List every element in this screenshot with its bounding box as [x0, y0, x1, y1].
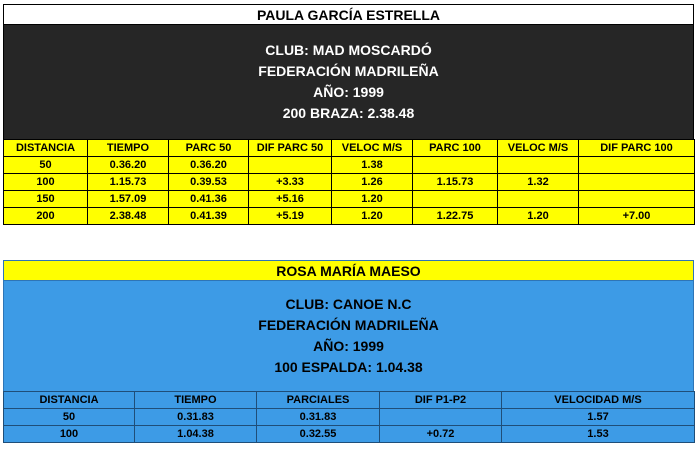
swimmer-card-rosa	[3, 260, 694, 443]
column-header: VELOC M/S	[498, 140, 579, 157]
table-cell: 1.20	[332, 208, 413, 225]
table-row	[4, 174, 695, 191]
table-cell	[380, 409, 502, 426]
table-cell: 0.36.20	[88, 157, 169, 174]
column-header: DIF P1-P2	[380, 392, 502, 409]
column-header: DISTANCIA	[4, 140, 88, 157]
table-cell: 0.31.83	[135, 409, 257, 426]
table-cell: 1.22.75	[413, 208, 498, 225]
federation-label: FEDERACIÓN MADRILEÑA	[258, 317, 439, 333]
club-label: CLUB: MAD MOSCARDÓ	[265, 42, 432, 58]
table-cell: 1.53	[502, 426, 695, 443]
table-cell: 0.39.53	[169, 174, 249, 191]
table-cell: +7.00	[579, 208, 695, 225]
splits-table	[3, 391, 695, 443]
table-cell: 0.41.36	[169, 191, 249, 208]
table-cell: 1.26	[332, 174, 413, 191]
club-label: CLUB: CANOE N.C	[285, 296, 412, 312]
swimmer-info-block	[3, 25, 694, 139]
swimmer-name: ROSA MARÍA MAESO	[3, 260, 694, 281]
table-cell: 1.57.09	[88, 191, 169, 208]
table-cell: +5.19	[249, 208, 332, 225]
table-cell: 0.36.20	[169, 157, 249, 174]
table-cell: +3.33	[249, 174, 332, 191]
table-cell: 100	[4, 174, 88, 191]
column-header: DIF PARC 100	[579, 140, 695, 157]
table-cell	[498, 157, 579, 174]
column-header: DIF PARC 50	[249, 140, 332, 157]
table-row	[4, 157, 695, 174]
table-header-row	[4, 392, 695, 409]
table-cell: 0.32.55	[257, 426, 380, 443]
table-row	[4, 191, 695, 208]
table-cell	[249, 157, 332, 174]
table-cell: 1.15.73	[88, 174, 169, 191]
table-header-row	[4, 140, 695, 157]
table-cell: 1.20	[332, 191, 413, 208]
table-cell: +5.16	[249, 191, 332, 208]
table-cell	[579, 174, 695, 191]
column-header: TIEMPO	[135, 392, 257, 409]
column-header: VELOC M/S	[332, 140, 413, 157]
table-cell: 100	[4, 426, 135, 443]
event-label: 200 BRAZA: 2.38.48	[282, 105, 415, 121]
column-header: DISTANCIA	[4, 392, 135, 409]
column-header: PARC 50	[169, 140, 249, 157]
table-row	[4, 208, 695, 225]
table-cell: 1.15.73	[413, 174, 498, 191]
column-header: PARC 100	[413, 140, 498, 157]
event-label: 100 ESPALDA: 1.04.38	[274, 359, 423, 375]
table-cell: 1.20	[498, 208, 579, 225]
swimmer-info-block	[3, 281, 694, 391]
table-cell: 50	[4, 409, 135, 426]
table-cell: 0.41.39	[169, 208, 249, 225]
table-cell: 1.38	[332, 157, 413, 174]
table-cell: 1.57	[502, 409, 695, 426]
table-cell: 1.32	[498, 174, 579, 191]
column-header: TIEMPO	[88, 140, 169, 157]
table-cell	[413, 157, 498, 174]
table-cell	[413, 191, 498, 208]
column-header: VELOCIDAD M/S	[502, 392, 695, 409]
swimmer-card-paula	[3, 4, 694, 225]
table-cell: 2.38.48	[88, 208, 169, 225]
table-row	[4, 409, 695, 426]
swimmer-name: PAULA GARCÍA ESTRELLA	[3, 4, 694, 25]
table-cell: +0.72	[380, 426, 502, 443]
table-cell	[579, 157, 695, 174]
year-label: AÑO: 1999	[313, 338, 384, 354]
table-row	[4, 426, 695, 443]
year-label: AÑO: 1999	[313, 84, 384, 100]
table-cell: 0.31.83	[257, 409, 380, 426]
table-cell	[498, 191, 579, 208]
federation-label: FEDERACIÓN MADRILEÑA	[258, 63, 439, 79]
column-header: PARCIALES	[257, 392, 380, 409]
table-cell: 50	[4, 157, 88, 174]
table-cell: 1.04.38	[135, 426, 257, 443]
table-cell: 150	[4, 191, 88, 208]
splits-table	[3, 139, 695, 225]
table-cell	[579, 191, 695, 208]
table-cell: 200	[4, 208, 88, 225]
